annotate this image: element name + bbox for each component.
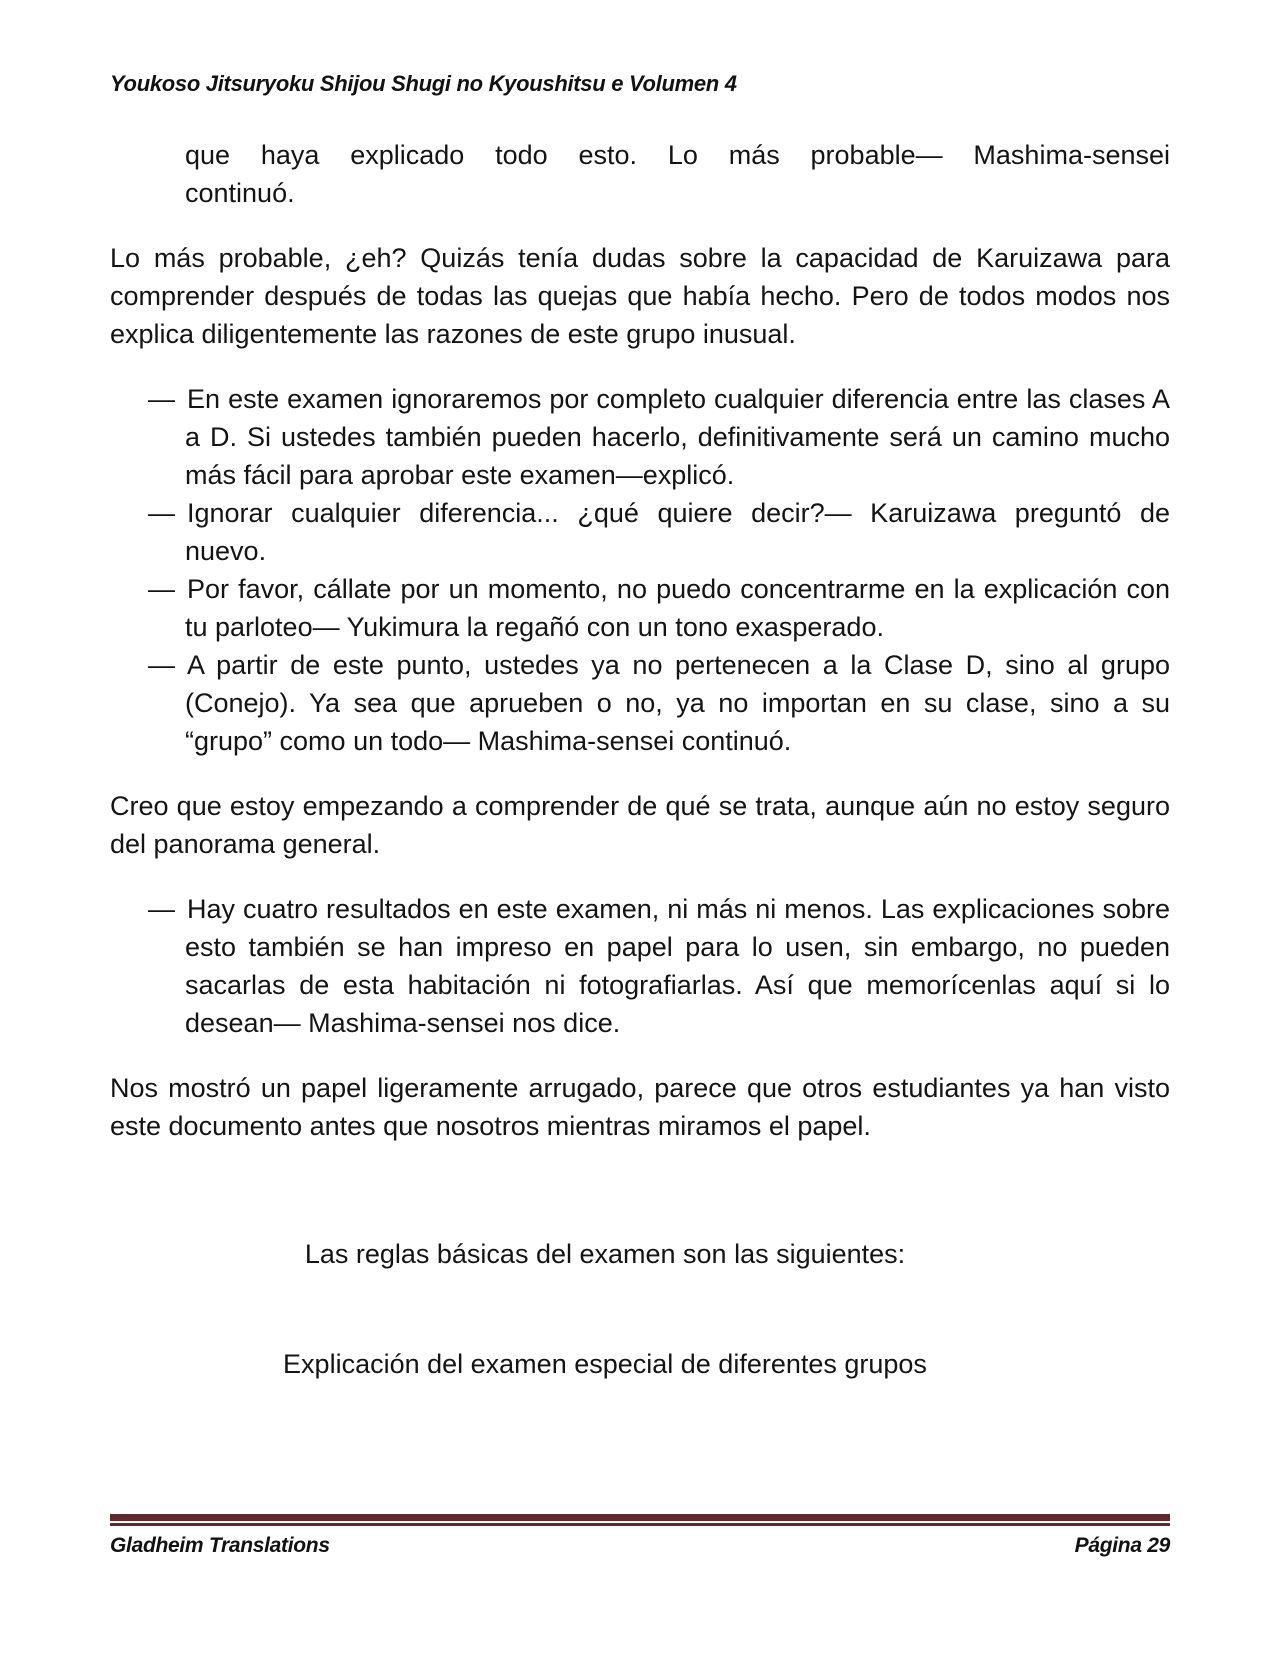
dialogue-item xyxy=(110,570,1170,646)
dialogue-text: Ignorar cualquier diferencia... ¿qué quiere decir?— Karuizawa preguntó de nuevo. xyxy=(185,498,1170,566)
paragraph-opening-line-2: continuó. xyxy=(185,178,295,208)
running-header-title: Youkoso Jitsuryoku Shijou Shugi no Kyoushitsu e Volumen 4 xyxy=(110,71,737,96)
footer-translator: Gladheim Translations xyxy=(110,1534,330,1557)
dialogue-text: A partir de este punto, ustedes ya no pertenecen a la Clase D, sino al grupo (Conejo). Ya sea que aprueben o no, ya no importan en su clase, sino a su “grupo” como un todo— Mashima-sensei continuó. xyxy=(185,650,1170,756)
paragraph-reflection: Creo que estoy empezando a comprender de qué se trata, aunque aún no estoy seguro del panorama general. xyxy=(110,791,1170,859)
dialogue-item xyxy=(110,380,1170,494)
explanation-heading: Explicación del examen especial de diferentes grupos xyxy=(283,1349,927,1379)
footer-rule-thick xyxy=(110,1514,1170,1521)
paragraph-opening xyxy=(110,136,1170,212)
dialogue-text: Por favor, cállate por un momento, no puedo concentrarme en la explicación con tu parloteo— Yukimura la regañó con un tono exasperado. xyxy=(185,574,1170,642)
footer-row xyxy=(110,1533,1170,1559)
dialogue-item xyxy=(110,494,1170,570)
rules-heading: Las reglas básicas del examen son las siguientes: xyxy=(304,1239,906,1269)
dialogue-text: Hay cuatro resultados en este examen, ni más ni menos. Las explicaciones sobre esto también se han impreso en papel para lo usen, sin embargo, no pueden sacarlas de esta habitación ni fotografiarlas. Así que memorícenlas aquí si lo desean— Mashima-sensei nos dice. xyxy=(185,894,1170,1038)
dialogue-text: En este examen ignoraremos por completo cualquier diferencia entre las clases A a D. Si ustedes también pueden hacerlo, definitivamente será un camino mucho más fácil para aprobar este examen—explicó. xyxy=(185,384,1170,490)
dialogue-dash: — xyxy=(148,894,175,924)
paragraph-context: Lo más probable, ¿eh? Quizás tenía dudas sobre la capacidad de Karuizawa para comprender después de todas las quejas que había hecho. Pero de todos modos nos explica diligentemente las razones de este grupo inusual. xyxy=(110,243,1170,349)
paragraph-opening-line-1: que haya explicado todo esto. Lo más probable— Mashima-sensei xyxy=(185,140,1170,170)
paragraph-paper: Nos mostró un papel ligeramente arrugado, parece que otros estudiantes ya han visto este documento antes que nosotros mientras miramos el papel. xyxy=(110,1073,1170,1141)
page-header xyxy=(110,70,1170,98)
dialogue-dash: — xyxy=(148,498,175,528)
dialogue-dash: — xyxy=(148,384,175,414)
page-footer xyxy=(110,1514,1170,1559)
footer-page-number: Página 29 xyxy=(1074,1534,1170,1557)
dialogue-dash: — xyxy=(148,574,175,604)
dialogue-item xyxy=(110,646,1170,760)
dialogue-list-2 xyxy=(110,890,1170,1042)
footer-rule-thin xyxy=(110,1523,1170,1526)
dialogue-dash: — xyxy=(148,650,175,680)
dialogue-list-1 xyxy=(110,380,1170,760)
dialogue-item xyxy=(110,890,1170,1042)
